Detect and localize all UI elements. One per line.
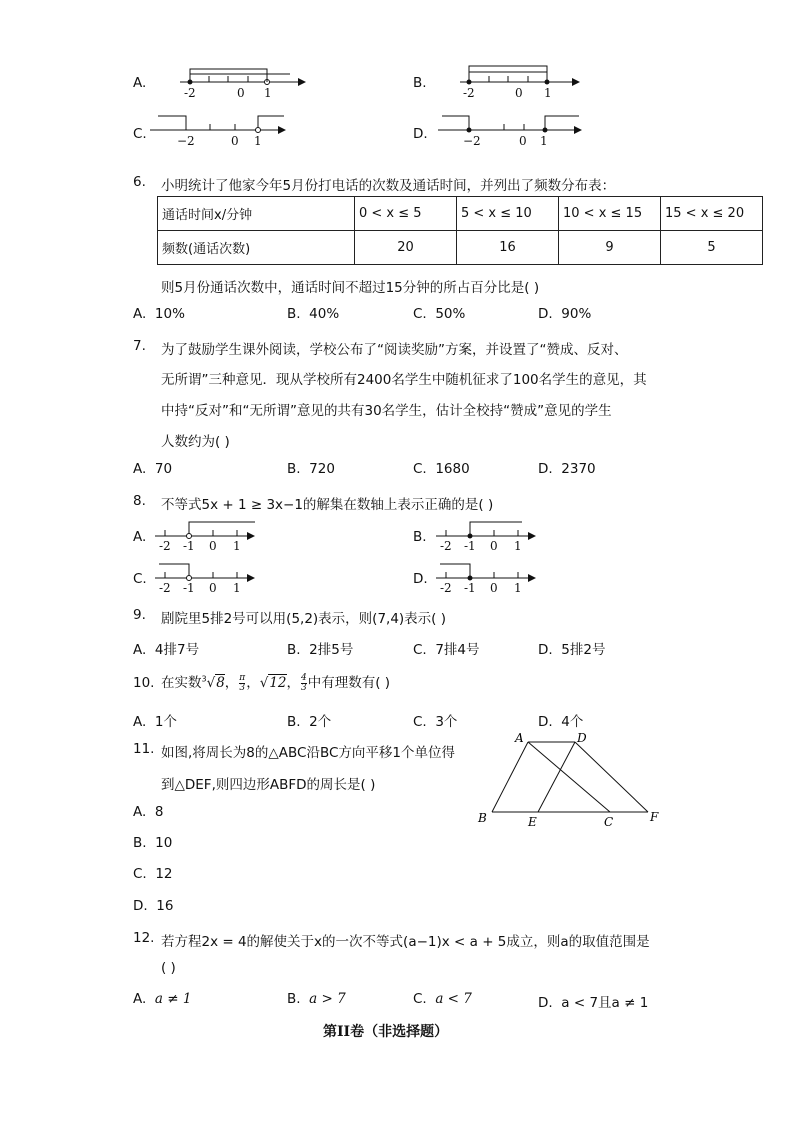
q12-line1: 若方程2x = 4的解使关于x的一次不等式(a−1)x < a + 5成立，则a的取值范围是 [161,934,650,950]
q7-line: 为了鼓励学生课外阅读，学校公布了“阅读奖励”方案，并设置了“赞成、反对、 [161,342,628,358]
q11-line1: 如图,将周长为8的△ABC沿BC方向平移1个单位得 [161,745,455,761]
q10-number: 10. [133,675,155,691]
figure-label-d: D [577,731,587,745]
q8c-tick: 0 [209,581,217,595]
q5d-tick: 1 [540,134,548,148]
q7-line: 无所谓”三种意见．现从学校所有2400名学生中随机征求了100名学生的意见，其 [161,372,647,388]
q5b-tick: -2 [463,86,475,100]
q8a-tick: 1 [233,539,241,553]
table-header-cell: 频数(通话次数) [158,231,355,265]
q8d-tick: -2 [440,581,452,595]
table-row [158,231,763,265]
q11-option-c: C. 12 [133,866,173,882]
q5c-tick: 0 [231,134,239,148]
q12-option-a: A. a ≠ 1 [133,991,192,1007]
q11-figure [470,725,670,839]
q12-line2: ( ) [161,960,176,976]
q9-stem: 剧院里5排2号可以用(5,2)表示，则(7,4)表示( ) [161,611,447,627]
q5-option-b-number-line [460,60,590,109]
q9-number: 9. [133,607,146,623]
q8a-tick: -1 [183,539,195,553]
q7-option-a: A. 70 [133,461,173,477]
frequency-table [157,196,763,265]
q11-number: 11. [133,741,155,757]
table-cell: 10 < x ≤ 15 [559,197,661,231]
q11-option-d: D. 16 [133,898,174,914]
q8c-tick: -1 [183,581,195,595]
q6-number: 6. [133,174,146,190]
q5b-tick: 0 [515,86,523,100]
q12-option-d: D. a < 7且a ≠ 1 [538,995,649,1011]
q12-option-b: B. a > 7 [287,991,346,1007]
table-cell: 15 < x ≤ 20 [661,197,763,231]
q5-option-a-number-line [180,60,310,109]
q10-option-c: C. 3个 [413,714,458,730]
q5a-tick: 0 [237,86,245,100]
q8-option-a-label: A. [133,529,147,545]
q7-option-d: D. 2370 [538,461,596,477]
table-row [158,197,763,231]
q8b-tick: 1 [514,539,522,553]
q8d-tick: 0 [490,581,498,595]
table-cell: 5 [661,231,763,265]
q8d-tick: 1 [514,581,522,595]
q7-option-c: C. 1680 [413,461,470,477]
figure-label-f: F [650,810,659,824]
figure-label-e: E [528,815,537,829]
q9-option-a: A. 4排7号 [133,642,200,658]
q5-option-a-label: A. [133,75,147,91]
q5-option-d-number-line [438,110,588,159]
section-title: 第II卷（非选择题） [323,1024,449,1040]
q9-option-b: B. 2排5号 [287,642,354,658]
q8a-tick: 0 [209,539,217,553]
q8d-tick: -1 [464,581,476,595]
q10-option-d: D. 4个 [538,714,584,730]
q8b-tick: 0 [490,539,498,553]
q6-option-c: C. 50% [413,306,466,322]
q12-option-c: C. a < 7 [413,991,472,1007]
q5b-tick: 1 [544,86,552,100]
q6-question: 则5月份通话次数中，通话时间不超过15分钟的所占百分比是( ) [161,280,540,296]
table-cell: 20 [355,231,457,265]
q8-stem: 不等式5x + 1 ≥ 3x−1的解集在数轴上表示正确的是( ) [161,497,494,513]
q5c-tick: 1 [254,134,262,148]
q8-option-a-number-line [155,516,265,560]
q5-option-c-label: C. [133,126,147,142]
q8c-tick: -2 [159,581,171,595]
q10-stem: 在实数$^3$√8， $\frac{\pi}{3}$ ，√12， $\frac{4}{3}$ 中有理数有( ) [161,672,391,693]
q8-option-d-number-line [436,558,546,602]
figure-label-b: B [478,811,487,825]
q5a-tick: 1 [264,86,272,100]
q6-stem: 小明统计了他家今年5月份打电话的次数及通话时间，并列出了频数分布表： [161,178,616,194]
q7-line: 中持“反对”和“无所谓”意见的共有30名学生，估计全校持“赞成”意见的学生 [161,403,612,419]
q8-option-c-number-line [155,558,265,602]
q8-option-d-label: D. [413,571,428,587]
q5-option-d-label: D. [413,126,428,142]
table-header-cell: 通话时间x/分钟 [158,197,355,231]
table-cell: 16 [457,231,559,265]
q11-option-a: A. 8 [133,804,164,820]
q7-number: 7. [133,338,146,354]
figure-label-a: A [515,731,524,745]
q5-option-c-number-line [150,110,290,159]
q11-option-b: B. 10 [133,835,173,851]
q5d-tick: −2 [463,134,481,148]
q8a-tick: -2 [159,539,171,553]
q5d-tick: 0 [519,134,527,148]
q8-option-c-label: C. [133,571,147,587]
q8-number: 8. [133,493,146,509]
q11-line2: 到△DEF,则四边形ABFD的周长是( ) [161,777,376,793]
table-cell: 9 [559,231,661,265]
q5c-tick: −2 [177,134,195,148]
q8-option-b-number-line [436,516,546,560]
q10-option-a: A. 1个 [133,714,177,730]
q10-option-b: B. 2个 [287,714,332,730]
q5-option-b-label: B. [413,75,427,91]
q7-option-b: B. 720 [287,461,335,477]
q6-option-a: A. 10% [133,306,185,322]
q8b-tick: -1 [464,539,476,553]
table-cell: 0 < x ≤ 5 [355,197,457,231]
q7-line: 人数约为( ) [161,434,230,450]
q9-option-d: D. 5排2号 [538,642,606,658]
q6-option-d: D. 90% [538,306,592,322]
table-cell: 5 < x ≤ 10 [457,197,559,231]
q8b-tick: -2 [440,539,452,553]
q6-option-b: B. 40% [287,306,340,322]
q8c-tick: 1 [233,581,241,595]
q9-option-c: C. 7排4号 [413,642,480,658]
q5a-tick: -2 [184,86,196,100]
q12-number: 12. [133,930,155,946]
q8-option-b-label: B. [413,529,427,545]
figure-label-c: C [604,815,614,829]
